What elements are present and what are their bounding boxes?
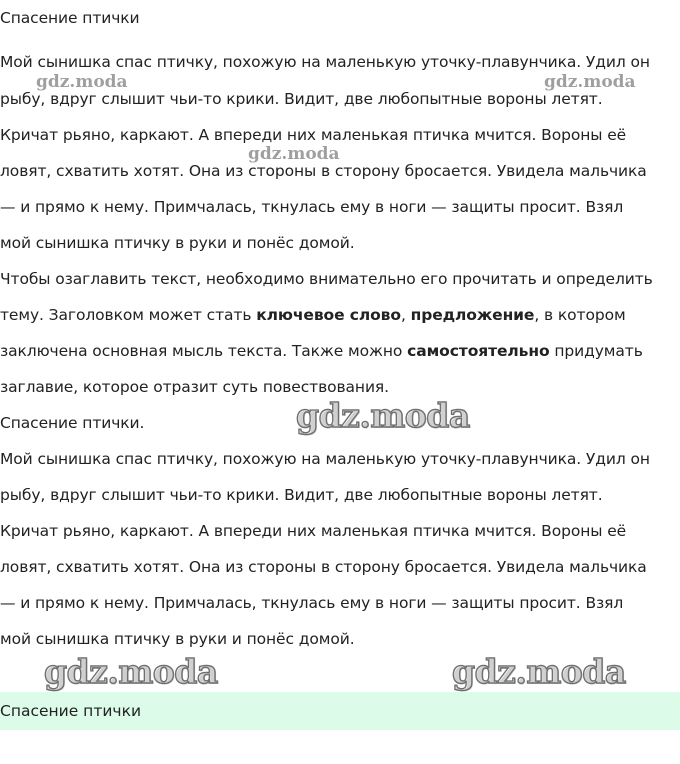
block2-line-3: Кричат рьяно, каркают. А впереди них маленькая птичка мчится. Вороны её [0,522,627,540]
block1-line-4: ловят, схватить хотят. Она из стороны в сторону бросается. Увидела мальчика [0,162,647,180]
answer-box [0,692,680,730]
watermark-logo: gdz.moda [544,72,636,92]
block2-line-6: мой сынишка птичку в руки и понёс домой. [0,630,355,648]
explanation-line-1: Чтобы озаглавить текст, необходимо внимательно его прочитать и определить [0,270,653,288]
block1-line-1: Мой сынишка спас птичку, похожую на маленькую уточку-плавунчика. Удил он [0,53,650,71]
block2-line-1: Мой сынишка спас птичку, похожую на маленькую уточку-плавунчика. Удил он [0,450,650,468]
explanation-text: , [400,306,411,324]
block2-title: Спасение птички. [0,414,145,432]
keyword-bold: предложение [410,306,535,324]
watermark-logo: gdz.moda [248,144,340,164]
explanation-text: тему. Заголовком может стать [0,306,257,324]
block2-line-4: ловят, схватить хотят. Она из стороны в сторону бросается. Увидела мальчика [0,558,647,576]
watermark-logo: gdz.moda [36,72,128,92]
explanation-line-4: заглавие, которое отразит суть повествования. [0,378,389,396]
keyword-bold: ключевое слово [256,306,401,324]
watermark-logo: gdz.moda [44,652,218,691]
explanation-text: , в котором [534,306,626,324]
block1-line-2: рыбу, вдруг слышит чьи-то крики. Видит, две любопытные вороны летят. [0,90,603,108]
block1-line-5: — и прямо к нему. Примчалась, ткнулась ему в ноги — защиты просит. Взял [0,198,624,216]
explanation-line-2 [0,304,680,326]
watermark-logo: gdz.moda [296,396,470,435]
explanation-line-3 [0,340,680,362]
block2-line-5: — и прямо к нему. Примчалась, ткнулась ему в ноги — защиты просит. Взял [0,594,624,612]
block1-line-6: мой сынишка птичку в руки и понёс домой. [0,234,355,252]
answer-label: Спасение птички [0,702,142,720]
explanation-text: придумать [549,342,643,360]
watermark-logo: gdz.moda [452,652,626,691]
block1-line-3: Кричат рьяно, каркают. А впереди них маленькая птичка мчится. Вороны её [0,126,627,144]
block2-line-2: рыбу, вдруг слышит чьи-то крики. Видит, две любопытные вороны летят. [0,486,603,504]
explanation-text: заключена основная мысль текста. Также можно [0,342,408,360]
keyword-bold: самостоятельно [407,342,550,360]
block1-title: Спасение птички [0,9,140,27]
